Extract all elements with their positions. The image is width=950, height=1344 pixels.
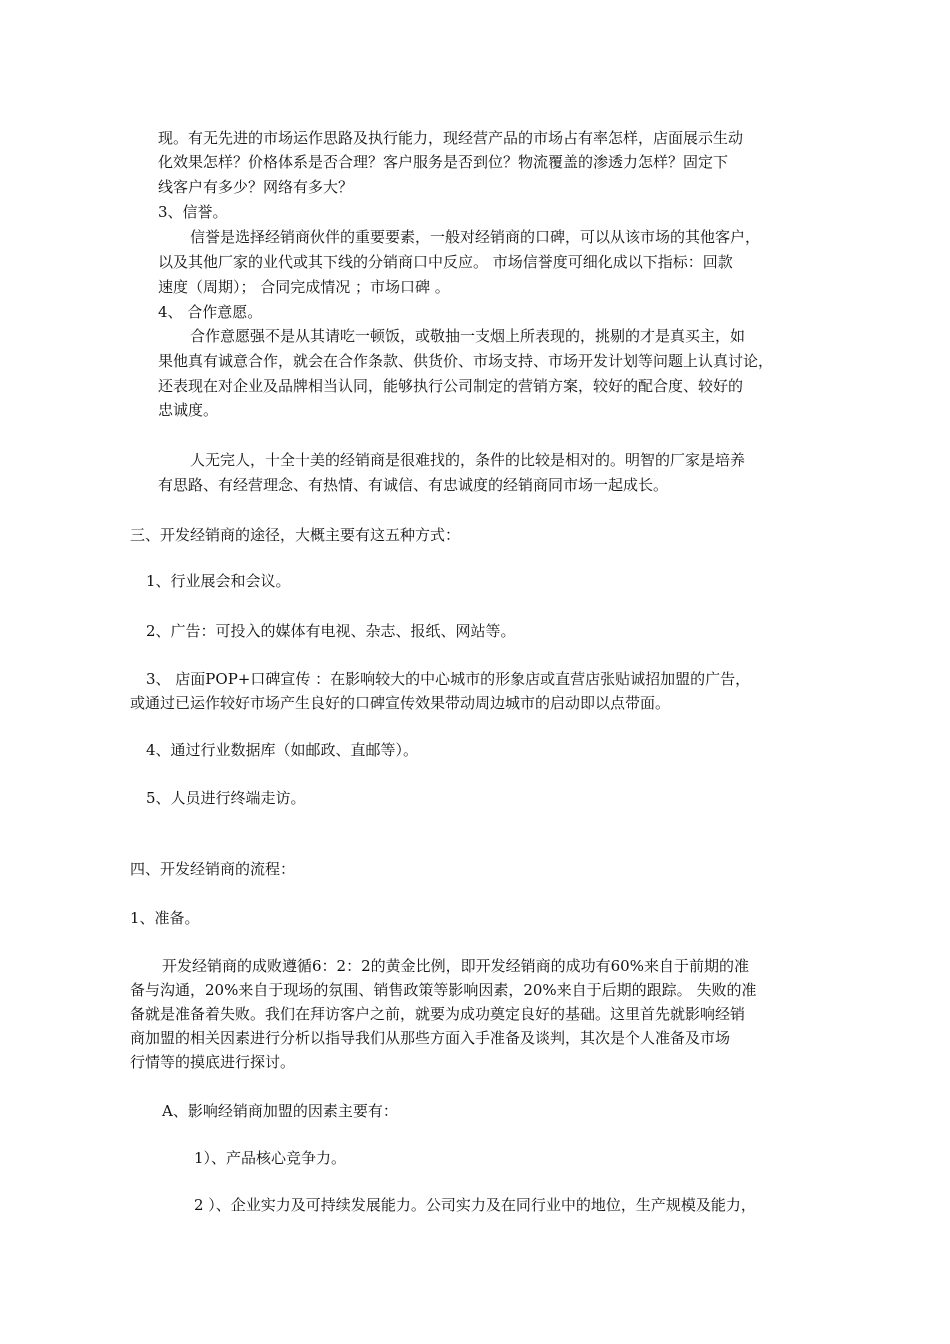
paragraph-line: 现。有无先进的市场运作思路及执行能力，现经营产品的市场占有率怎样，店面展示生动 [158,129,744,147]
list-item-factor-1: 1）、产品核心竞争力。 [194,1149,347,1167]
section-heading-four: 四、开发经销商的流程： [130,860,296,878]
paragraph-line: 忠诚度。 [158,401,219,419]
paragraph-line: 果他真有诚意合作，就会在合作条款、供货价、市场支持、市场开发计划等问题上认真讨论， [158,352,774,370]
paragraph-line: 行情等的摸底进行探讨。 [130,1053,296,1071]
paragraph-line: 速度（周期）； 合同完成情况 ；市场口碑 。 [158,278,450,296]
list-item-way-2: 2、广告：可投入的媒体有电视、杂志、报纸、网站等。 [146,622,516,640]
section-heading-three: 三、开发经销商的途径，大概主要有这五种方式： [130,526,461,544]
paragraph-line: 还表现在对企业及品牌相当认同，能够执行公司制定的营销方案，较好的配合度、较好的 [158,377,744,395]
list-item-way-3: 3、 店面POP+口碑宣传 ：在影响较大的中心城市的形象店或直营店张贴诚招加盟的广告， [146,670,751,688]
list-item-way-3-continued: 或通过已运作较好市场产生良好的口碑宣传效果带动周边城市的启动即以点带面。 [130,694,671,712]
paragraph-line: 备与沟通，20%来自于现场的氛围、销售政策等影响因素，20%来自于后期的跟踪。 失败的准 [130,981,757,999]
paragraph-line: 化效果怎样？价格体系是否合理？客户服务是否到位？物流覆盖的渗透力怎样？固定下 [158,153,729,171]
list-item-factor-2: 2 ）、企业实力及可持续发展能力。公司实力及在同行业中的地位，生产规模及能力， [194,1196,756,1214]
paragraph-line: 有思路、有经营理念、有热情、有诚信、有忠诚度的经销商同市场一起成长。 [158,476,669,494]
paragraph-line: 线客户有多少？网络有多大？ [158,178,354,196]
paragraph-line: 备就是准备着失败。我们在拜访客户之前，就要为成功奠定良好的基础。这里首先就影响经销 [130,1005,746,1023]
list-item-way-4: 4、通过行业数据库（如邮政、直邮等）。 [146,741,419,759]
paragraph-line: 人无完人，十全十美的经销商是很难找的，条件的比较是相对的。明智的厂家是培养 [190,451,746,469]
paragraph-line: 开发经销商的成败遵循6：2：2的黄金比例，即开发经销商的成功有60%来自于前期的准 [162,957,749,975]
heading-willingness: 4、 合作意愿。 [158,303,263,321]
heading-prepare: 1、准备。 [130,909,200,927]
factors-heading: A、影响经销商加盟的因素主要有： [162,1102,398,1120]
list-item-way-5: 5、人员进行终端走访。 [146,789,306,807]
heading-credit: 3、信誉。 [158,203,228,221]
paragraph-line: 商加盟的相关因素进行分析以指导我们从那些方面入手准备及谈判，其次是个人准备及市场 [130,1029,731,1047]
paragraph-line: 以及其他厂家的业代或其下线的分销商口中反应。 市场信誉度可细化成以下指标：回款 [158,253,733,271]
paragraph-line: 合作意愿强不是从其请吃一顿饭，或敬抽一支烟上所表现的，挑剔的才是真买主，如 [190,327,746,345]
list-item-way-1: 1、行业展会和会议。 [146,572,291,590]
paragraph-line: 信誉是选择经销商伙伴的重要要素，一般对经销商的口碑，可以从该市场的其他客户， [190,228,761,246]
